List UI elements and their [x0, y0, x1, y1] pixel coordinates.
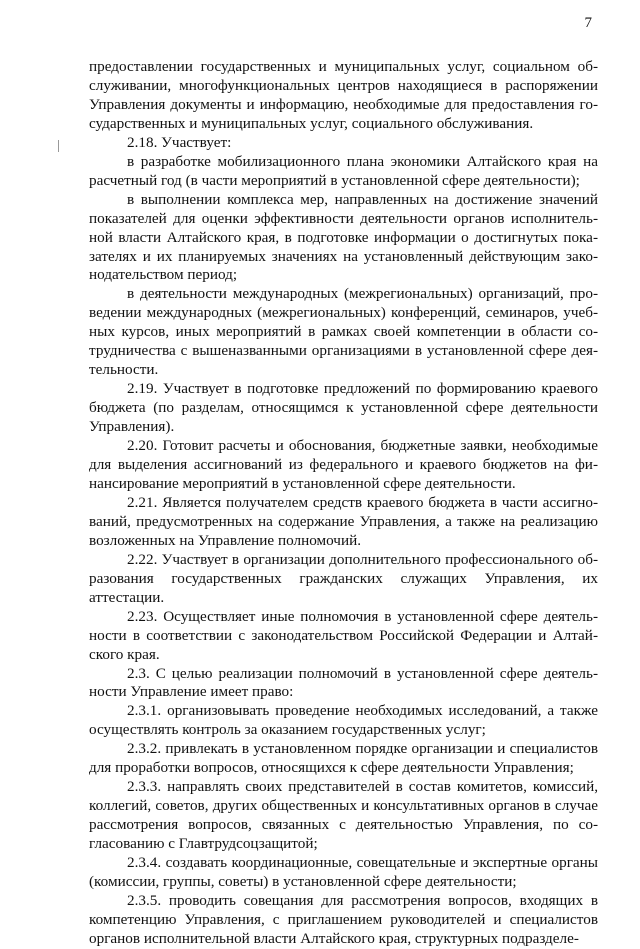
paragraph-2-19: 2.19. Участвует в подготовке предложений по формированию краевого бюджета (по разделам, относящимся к установленной сфере деятельности Управления). [89, 380, 598, 436]
document-body [89, 58, 598, 949]
paragraph-international-activity: в деятельности международных (межрегиональных) организаций, проведении международных (межрегиональных) конференций, семинаров, учебных курсов, иных мероприятий в рамках своей компетенции в области сотрудничества с вышеназванными организациями в установленной сфере деятельности. [89, 285, 598, 379]
paragraph-2-23: 2.23. Осуществляет иные полномочия в установленной сфере деятельности в соответствии с законодательством Российской Федерации и Алтайского края. [89, 607, 598, 663]
paragraph-2-3-5: 2.3.5. проводить совещания для рассмотрения вопросов, входящих в компетенцию Управления, с приглашением руководителей и специалистов органов исполнительной власти Алтайского края, структурных подразделе- [89, 891, 598, 947]
paragraph-2-3-4: 2.3.4. создавать координационные, совещательные и экспертные органы (комиссии, группы, советы) в установленной сфере деятельности; [89, 854, 598, 890]
paragraph-efficiency-measures: в выполнении комплекса мер, направленных на достижение значений показателей для оценки эффективности деятельности органов исполнительной власти Алтайского края, в подготовке информации о достигнутых показателях и их планируемых значениях на установленный действующим законодательством период; [89, 190, 598, 284]
page-number: 7 [584, 15, 592, 31]
paragraph-2-3: 2.3. С целью реализации полномочий в установленной сфере деятельности Управление имеет право: [89, 664, 598, 701]
paragraph-2-20: 2.20. Готовит расчеты и обоснования, бюджетные заявки, необходимые для выделения ассигнований из федерального и краевого бюджетов на финансирование мероприятий в установленной сфере деятельности. [89, 437, 598, 492]
paragraph-2-22: 2.22. Участвует в организации дополнительного профессионального образования государственных гражданских служащих Управления, их аттестации. [89, 550, 598, 606]
paragraph-2-18: 2.18. Участвует: [127, 133, 232, 151]
paragraph-2-3-1: 2.3.1. организовывать проведение необходимых исследований, а также осуществлять контроль за оказанием государственных услуг; [89, 702, 598, 739]
paragraph-2-3-2: 2.3.2. привлекать в установленном порядке организации и специалистов для проработки вопросов, относящихся к сфере деятельности Управления; [89, 740, 598, 777]
paragraph-2-3-3: 2.3.3. направлять своих представителей в состав комитетов, комиссий, коллегий, советов, других общественных и консультативных органов в случае рассмотрения вопросов, связанных с деятельностью Управления, по согласованию с Главтрудсоцзащитой; [89, 778, 598, 853]
paragraph-continuation: предоставлении государственных и муниципальных услуг, социальном обслуживании, многофункциональных центров находящиеся в распоряжении Управления документы и информацию, необходимые для предоставления государственных и муниципальных услуг, социального обслуживания. [89, 58, 598, 132]
paragraph-2-21: 2.21. Является получателем средств краевого бюджета в части ассигнований, предусмотренных на содержание Управления, а также на реализацию возложенных на Управление полномочий. [89, 493, 598, 549]
margin-mark [58, 140, 59, 152]
paragraph-mobilization-plan: в разработке мобилизационного плана экономики Алтайского края на расчетный год (в части мероприятий в установленной сфере деятельности); [89, 152, 598, 189]
